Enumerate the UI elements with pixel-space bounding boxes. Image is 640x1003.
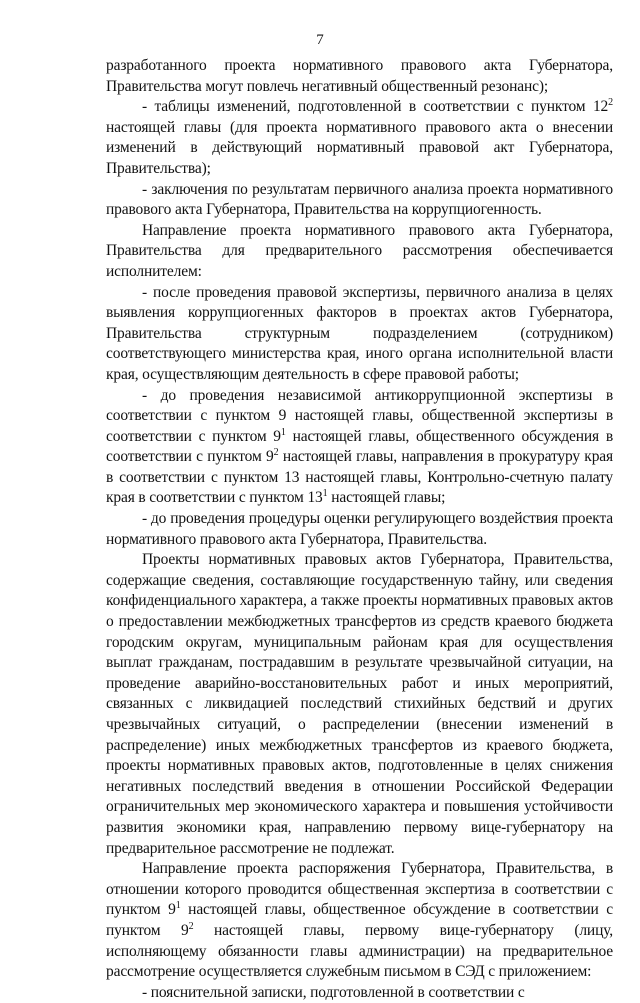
text-run: - заключения по результатам первичного анализа проекта нормативного правового акта Губернатора, Правительства на коррупциогенность.: [106, 180, 613, 219]
text-run: настоящей главы, общественное обсуждение в соответствии с пунктом 9: [106, 901, 614, 939]
text-run: настоящей главы, направления в прокуратуру края в соответствии с пунктом 13 настоящей главы, Контрольно-счетную палату края в соответствии с пунктом 13: [106, 448, 613, 507]
text-run: Проекты нормативных правовых актов Губернатора, Правительства, содержащие сведения, составляющие государственную тайну, или сведения конфиденциального характера, а также проекты нормативных правовых актов о предоставлении межбюджетных трансфертов из средств краевого бюджета городским округам, муниципальным районам края для осуществления выплат гражданам, пострадавшим в результате чрезвычайной ситуации, на проведение аварийно-восстановительных работ и иных мероприятий, связанных с ликвидацией последствий стихийных бедствий и других чрезвычайных ситуаций, о распределении (внесении изменений в распределение) иных межбюджетных трансфертов из краевого бюджета, проекты нормативных правовых актов, подготовленные в целях снижения негативных последствий введения в отношении Российской Федерации ограничительных мер экономического характера и повышения устойчивости развития экономики края, направлению первому вице-губернатору на предварительное рассмотрение не подлежат.: [106, 551, 613, 857]
paragraph: [106, 386, 613, 510]
text-run: - таблицы изменений, подготовленной в соответствии с пунктом 12: [142, 98, 609, 116]
paragraph: [106, 56, 613, 97]
superscript: 1: [322, 488, 328, 500]
superscript: 2: [273, 447, 279, 459]
text-run: Направление проекта распоряжения Губернатора, Правительства, в отношении которого проводится общественная экспертиза в соответствии с пунктом 9: [106, 860, 613, 919]
text-run: настоящей главы, первому вице-губернатору (лицу, исполняющему обязанности главы администрации) на предварительное рассмотрение осуществляется служебным письмом в СЭД с приложением:: [106, 921, 613, 981]
document-body: [106, 56, 613, 1003]
text-run: настоящей главы;: [327, 489, 446, 507]
text-run: Направление проекта нормативного правового акта Губернатора, Правительства для предварительного рассмотрения обеспечивается исполнителем:: [106, 221, 613, 280]
text-run: настоящей главы, общественного обсуждения в соответствии с пунктом 9: [106, 427, 613, 466]
superscript: 1: [175, 900, 181, 912]
text-run: - после проведения правовой экспертизы, первичного анализа в целях выявления коррупциогенных факторов в проектах актов Губернатора, Правительства структурным подразделением (сотрудником) соответствующего министерства края, иного органа исполнительной власти края, осуществляющим деятельность в сфере правовой работы;: [106, 283, 613, 383]
text-run: настоящей главы (для проекта нормативного правового акта о внесении изменений в действующий нормативный правовой акт Губернатора, Правительства);: [106, 118, 613, 177]
paragraph: [106, 180, 613, 221]
paragraph: [106, 97, 613, 179]
paragraph: [106, 983, 613, 1003]
text-run: - до проведения независимой антикоррупционной экспертизы в соответствии с пунктом 9 настоящей главы, общественной экспертизы в соответствии с пунктом 9: [106, 386, 613, 445]
text-run: разработанного проекта нормативного правового акта Губернатора, Правительства могут повлечь негативный общественный резонанс);: [106, 57, 613, 95]
page-number: 7: [316, 32, 324, 48]
superscript: 2: [188, 920, 194, 932]
superscript: 1: [280, 426, 286, 438]
paragraph: [106, 550, 613, 859]
superscript: 2: [608, 97, 613, 109]
paragraph: [106, 283, 613, 386]
text-run: - до проведения процедуры оценки регулирующего воздействия проекта нормативного правового акта Губернатора, Правительства.: [106, 510, 613, 548]
text-run: - пояснительной записки, подготовленной в соответствии с: [142, 983, 525, 1001]
paragraph: [106, 221, 613, 283]
paragraph: [106, 509, 613, 550]
paragraph: [106, 859, 613, 983]
